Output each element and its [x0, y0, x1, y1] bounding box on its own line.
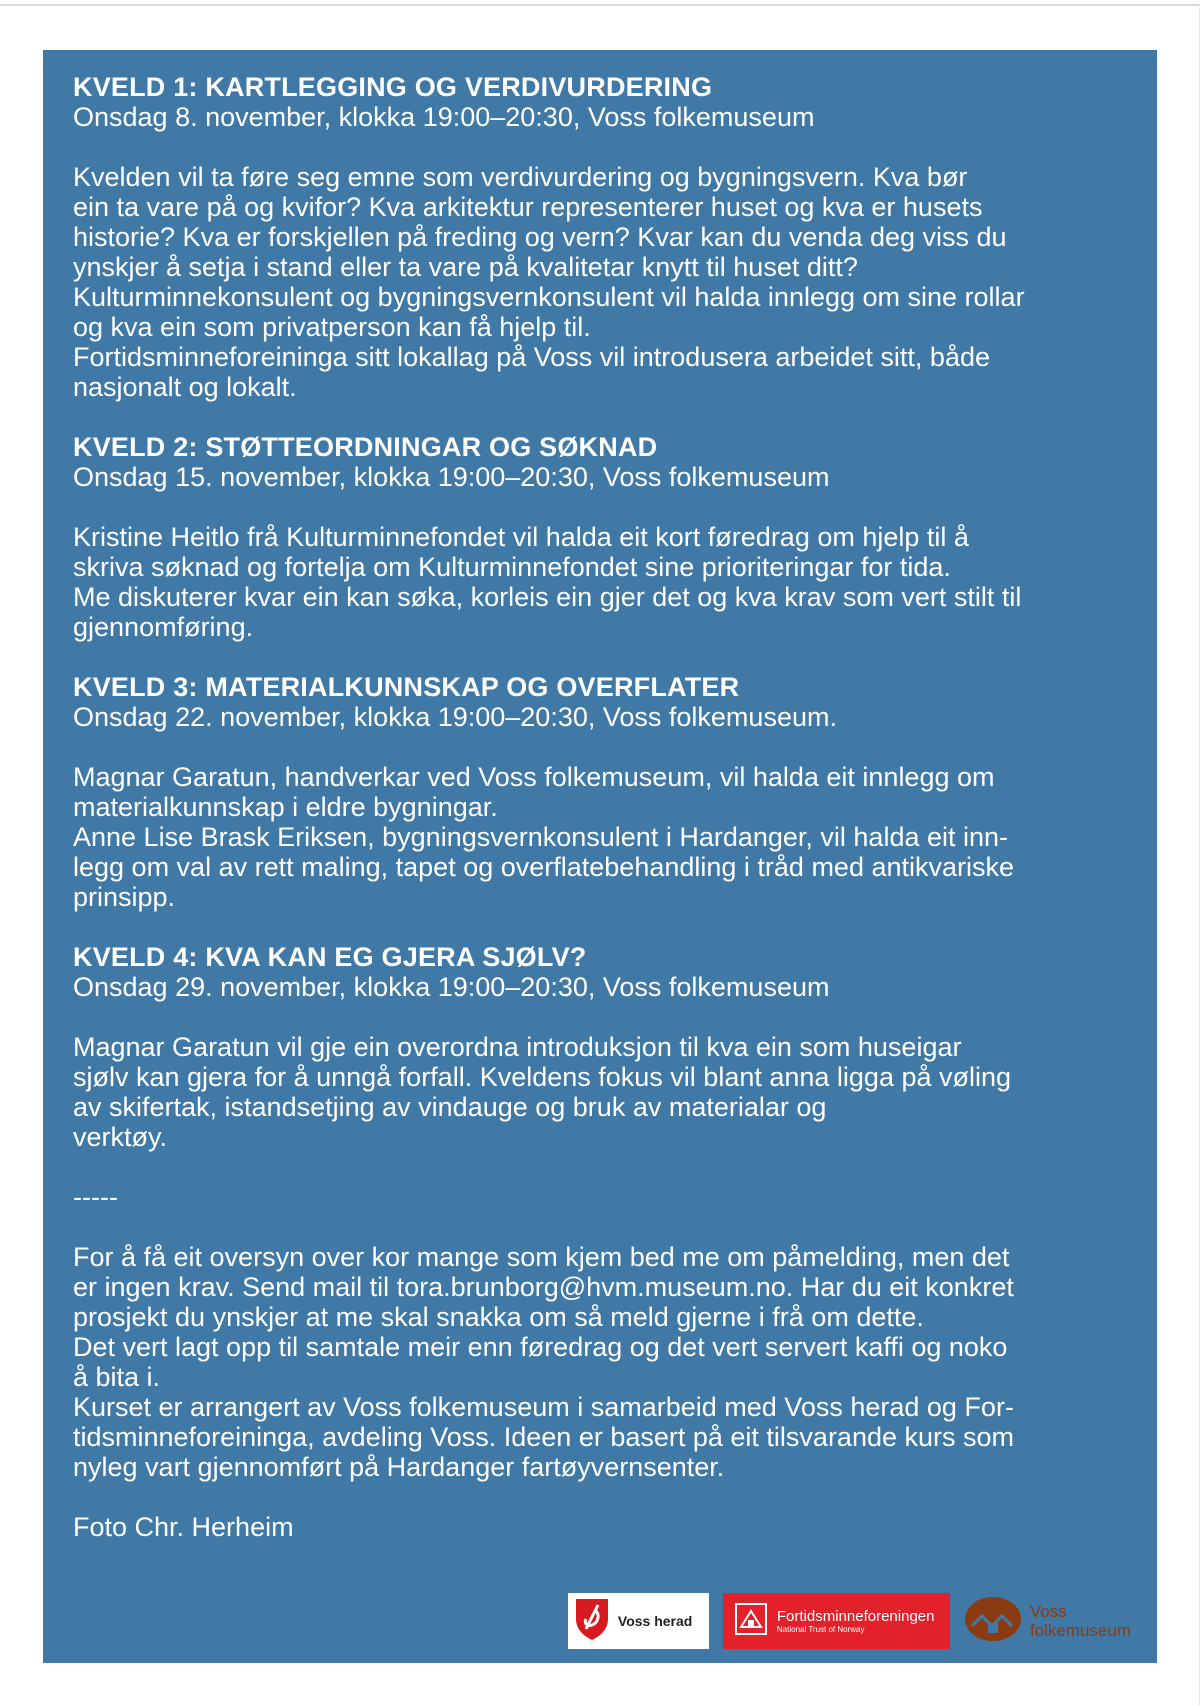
- text-line: ynskjer å setja i stand eller ta vare på kvalitetar knytt til huset ditt?: [73, 252, 858, 282]
- sponsor-logos: [568, 1593, 1131, 1649]
- text-line: å bita i.: [73, 1362, 161, 1392]
- text-line: For å få eit oversyn over kor mange som kjem bed me om påmelding, men det: [73, 1242, 1010, 1272]
- text-line: legg om val av rett maling, tapet og overflatebehandling i tråd med antikvariske: [73, 852, 1015, 882]
- fort-label: Fortidsminneforeningen: [776, 1607, 935, 1625]
- text-line: nasjonalt og lokalt.: [73, 372, 297, 402]
- text-line: Me diskuterer kvar ein kan søka, korleis ein gjer det og kva krav som vert stilt til: [73, 582, 1022, 612]
- text-line: Kvelden vil ta føre seg emne som verdivurdering og bygningsvern. Kva bør: [73, 162, 968, 192]
- museum-label-2: folkemuseum: [1029, 1621, 1131, 1640]
- voss-herad-logo: [568, 1593, 709, 1649]
- photo-credit: Foto Chr. Herheim: [73, 1512, 294, 1542]
- text-line: historie? Kva er forskjellen på freding og vern? Kvar kan du venda deg viss du: [73, 222, 1007, 252]
- fortidsminneforeningen-logo: [723, 1593, 950, 1649]
- text-line: av skifertak, istandsetjing av vindauge og bruk av materialar og: [73, 1092, 827, 1122]
- section-kveld-2: [73, 432, 1129, 642]
- text-line: ein ta vare på og kvifor? Kva arkitektur representerer huset og kva er husets: [73, 192, 983, 222]
- text-line: er ingen krav. Send mail til tora.brunborg@hvm.museum.no. Har du eit konkret: [73, 1272, 1014, 1302]
- text-line: tidsminneforeininga, avdeling Voss. Ideen er basert på eit tilsvarande kurs som: [73, 1422, 1015, 1452]
- top-divider: [0, 4, 1200, 6]
- text-line: nyleg vart gjennomført på Hardanger fartøyvernsenter.: [73, 1452, 725, 1482]
- text-line: Det vert lagt opp til samtale meir enn føredrag og det vert servert kaffi og noko: [73, 1332, 1008, 1362]
- separator: -----: [73, 1182, 118, 1212]
- text-line: Magnar Garatun vil gje ein overordna introduksjon til kva ein som huseigar: [73, 1032, 962, 1062]
- text-line: Kurset er arrangert av Voss folkemuseum i samarbeid med Voss herad og For-: [73, 1392, 1014, 1422]
- text-line: materialkunnskap i eldre bygningar.: [73, 792, 498, 822]
- section-date: Onsdag 29. november, klokka 19:00–20:30, Voss folkemuseum: [73, 972, 830, 1002]
- text-line: sjølv kan gjera for å unngå forfall. Kveldens fokus vil blant anna ligga på vøling: [73, 1062, 1012, 1092]
- text-line: prinsipp.: [73, 882, 176, 912]
- text-line: Magnar Garatun, handverkar ved Voss folkemuseum, vil halda eit innlegg om: [73, 762, 995, 792]
- text-line: og kva ein som privatperson kan få hjelp til.: [73, 312, 591, 342]
- text-line: Anne Lise Brask Eriksen, bygningsvernkonsulent i Hardanger, vil halda eit inn-: [73, 822, 1009, 852]
- text-line: skriva søknad og fortelja om Kulturminnefondet sine prioriteringar for tida.: [73, 552, 951, 582]
- text-line: Fortidsminneforeininga sitt lokallag på Voss vil introdusera arbeidet sitt, både: [73, 342, 990, 372]
- section-kveld-4: [73, 942, 1129, 1152]
- footer-info: [73, 1242, 1129, 1482]
- section-title: KVELD 4: KVA KAN EG GJERA SJØLV?: [73, 942, 587, 972]
- section-title: KVELD 2: STØTTEORDNINGAR OG SØKNAD: [73, 432, 658, 462]
- section-title: KVELD 1: KARTLEGGING OG VERDIVURDERING: [73, 72, 713, 102]
- section-date: Onsdag 15. november, klokka 19:00–20:30, Voss folkemuseum: [73, 462, 830, 492]
- fort-sublabel: National Trust of Norway: [776, 1624, 865, 1634]
- text-line: gjennomføring.: [73, 612, 254, 642]
- text-line: verktøy.: [73, 1122, 167, 1152]
- coat-of-arms-icon: [574, 1597, 610, 1646]
- text-line: Kristine Heitlo frå Kulturminnefondet vil halda eit kort føredrag om hjelp til å: [73, 522, 969, 552]
- voss-folkemuseum-logo: [964, 1593, 1131, 1649]
- section-kveld-3: [73, 672, 1129, 912]
- section-date: Onsdag 22. november, klokka 19:00–20:30, Voss folkemuseum.: [73, 702, 837, 732]
- building-emblem-icon: [733, 1601, 769, 1642]
- section-date: Onsdag 8. november, klokka 19:00–20:30, Voss folkemuseum: [73, 102, 815, 132]
- event-info-panel: [43, 50, 1157, 1663]
- section-kveld-1: [73, 72, 1129, 402]
- text-line: Kulturminnekonsulent og bygningsvernkonsulent vil halda innlegg om sine rollar: [73, 282, 1025, 312]
- museum-label-1: Voss: [1029, 1602, 1067, 1621]
- section-title: KVELD 3: MATERIALKUNNSKAP OG OVERFLATER: [73, 672, 740, 702]
- museum-house-icon: [964, 1596, 1022, 1647]
- text-line: prosjekt du ynskjer at me skal snakka om så meld gjerne i frå om dette.: [73, 1302, 924, 1332]
- voss-herad-label: Voss herad: [617, 1613, 693, 1629]
